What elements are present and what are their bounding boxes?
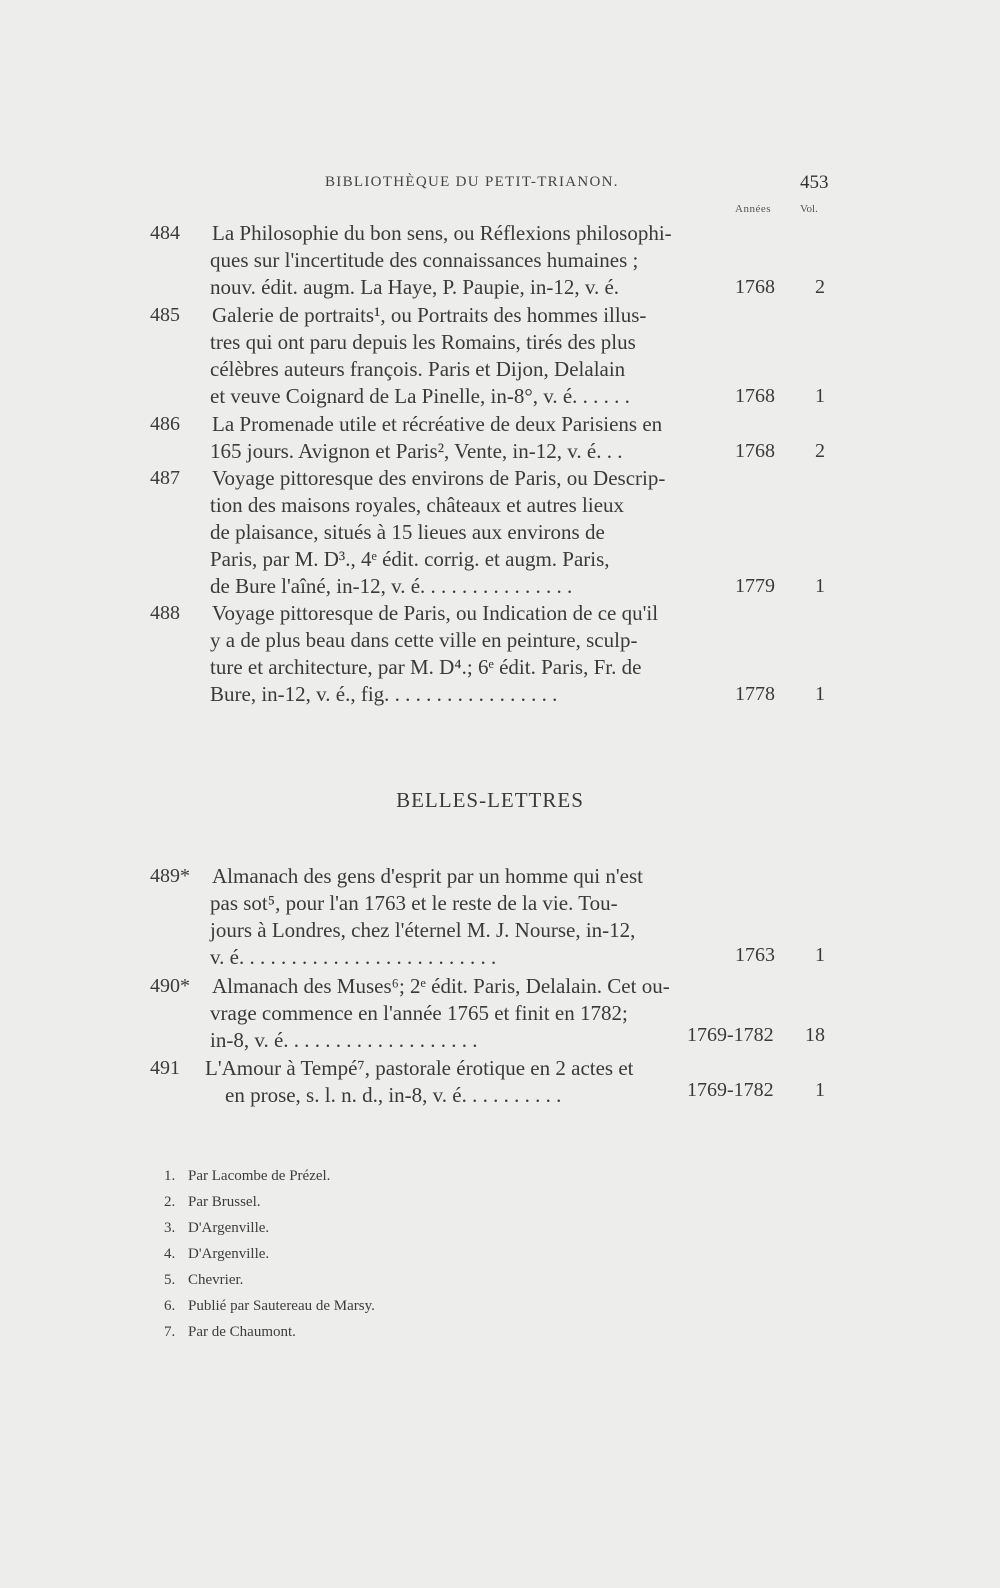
footnote-number: 2. — [164, 1194, 176, 1210]
entry-line: nouv. édit. augm. La Haye, P. Paupie, in-12, v. é. — [210, 275, 620, 299]
entry-line: et veuve Coignard de La Pinelle, in-8°, v. é. . . . . . — [210, 384, 630, 408]
footnote — [164, 1189, 375, 1215]
running-head-title: BIBLIOTHÈQUE DU PETIT-TRIANON. — [325, 174, 619, 190]
footnote-text: D'Argenville. — [188, 1220, 270, 1236]
footnote-text: Par de Chaumont. — [188, 1324, 296, 1340]
section-heading: BELLES-LETTRES — [396, 788, 584, 812]
entry-line: Almanach des Muses⁶; 2ᵉ édit. Paris, Delalain. Cet ou- — [212, 974, 670, 998]
footnote-text: Par Lacombe de Prézel. — [188, 1168, 331, 1184]
entry-line: Voyage pittoresque de Paris, ou Indication de ce qu'il — [212, 601, 659, 625]
entry-line: ture et architecture, par M. D⁴.; 6ᵉ édit. Paris, Fr. de — [210, 655, 642, 679]
entry-line: L'Amour à Tempé⁷, pastorale érotique en 2 actes et — [205, 1056, 634, 1080]
entry-volumes: 1 — [815, 385, 825, 407]
footnote-text: Chevrier. — [188, 1272, 244, 1288]
entry-line: jours à Londres, chez l'éternel M. J. Nourse, in-12, — [210, 918, 636, 942]
footnote — [164, 1241, 375, 1267]
entry-line: tres qui ont paru depuis les Romains, tirés des plus — [210, 330, 636, 354]
footnote — [164, 1163, 375, 1189]
entry-line: de plaisance, situés à 15 lieues aux environs de — [210, 520, 605, 544]
entry-number: 490* — [150, 975, 190, 997]
entry-line: ques sur l'incertitude des connaissances humaines ; — [210, 248, 639, 272]
footnote — [164, 1319, 375, 1345]
entry-number: 491 — [150, 1057, 180, 1079]
footnote-number: 7. — [164, 1324, 176, 1340]
column-header-years: Années — [735, 203, 771, 215]
entry-volumes: 1 — [815, 683, 825, 705]
entry-line: pas sot⁵, pour l'an 1763 et le reste de la vie. Tou- — [210, 891, 618, 915]
entry-number: 487 — [150, 467, 180, 489]
entry-line: La Promenade utile et récréative de deux Parisiens en — [212, 412, 663, 436]
footnote-text: Publié par Sautereau de Marsy. — [188, 1298, 375, 1314]
entry-line: vrage commence en l'année 1765 et finit en 1782; — [210, 1001, 628, 1025]
footnote-text: Par Brussel. — [188, 1194, 261, 1210]
entry-volumes: 1 — [815, 1079, 825, 1101]
entry-year: 1778 — [735, 683, 775, 705]
entry-line: La Philosophie du bon sens, ou Réflexions philosophi- — [212, 221, 672, 245]
entry-line: Voyage pittoresque des environs de Paris, ou Descrip- — [212, 466, 666, 490]
entry-number: 486 — [150, 413, 180, 435]
entry-line: en prose, s. l. n. d., in-8, v. é. . . . . . . . . . — [225, 1083, 562, 1107]
entry-volumes: 1 — [815, 575, 825, 597]
footnote — [164, 1267, 375, 1293]
footnote-number: 1. — [164, 1168, 176, 1184]
entry-line: de Bure l'aîné, in-12, v. é. . . . . . . . . . . . . . . — [210, 574, 573, 598]
entry-line: in-8, v. é. . . . . . . . . . . . . . . . . . . — [210, 1028, 478, 1052]
footnote-number: 6. — [164, 1298, 176, 1314]
entry-year: 1768 — [735, 276, 775, 298]
entry-line: Galerie de portraits¹, ou Portraits des hommes illus- — [212, 303, 647, 327]
entry-line: tion des maisons royales, châteaux et autres lieux — [210, 493, 625, 517]
footnote — [164, 1293, 375, 1319]
entry-volumes: 18 — [805, 1024, 825, 1046]
entry-line: Paris, par M. D³., 4ᵉ édit. corrig. et augm. Paris, — [210, 547, 610, 571]
entry-line: célèbres auteurs françois. Paris et Dijon, Delalain — [210, 357, 626, 381]
entry-volumes: 2 — [815, 276, 825, 298]
entry-line: Almanach des gens d'esprit par un homme qui n'est — [212, 864, 643, 888]
entry-year: 1768 — [735, 385, 775, 407]
entry-line: 165 jours. Avignon et Paris², Vente, in-12, v. é. . . — [210, 439, 623, 463]
running-head — [0, 174, 1000, 198]
footnote-text: D'Argenville. — [188, 1246, 270, 1262]
page-number: 453 — [800, 172, 829, 193]
entry-volumes: 1 — [815, 944, 825, 966]
entry-number: 488 — [150, 602, 180, 624]
footnote-number: 5. — [164, 1272, 176, 1288]
entry-volumes: 2 — [815, 440, 825, 462]
footnote-number: 4. — [164, 1246, 176, 1262]
entry-year: 1779 — [735, 575, 775, 597]
column-header-volumes: Vol. — [800, 203, 818, 215]
entry-line: y a de plus beau dans cette ville en peinture, sculp- — [210, 628, 638, 652]
entry-line: Bure, in-12, v. é., fig. . . . . . . . . . . . . . . . . — [210, 682, 558, 706]
entry-year: 1768 — [735, 440, 775, 462]
entry-year: 1769-1782 — [687, 1079, 774, 1101]
entry-number: 489* — [150, 865, 190, 887]
entry-year: 1763 — [735, 944, 775, 966]
entry-line: v. é. . . . . . . . . . . . . . . . . . . . . . . . . — [210, 945, 497, 969]
entry-number: 485 — [150, 304, 180, 326]
footnote — [164, 1215, 375, 1241]
entry-year: 1769-1782 — [687, 1024, 774, 1046]
entry-number: 484 — [150, 222, 180, 244]
footnotes — [164, 1163, 375, 1345]
footnote-number: 3. — [164, 1220, 176, 1236]
